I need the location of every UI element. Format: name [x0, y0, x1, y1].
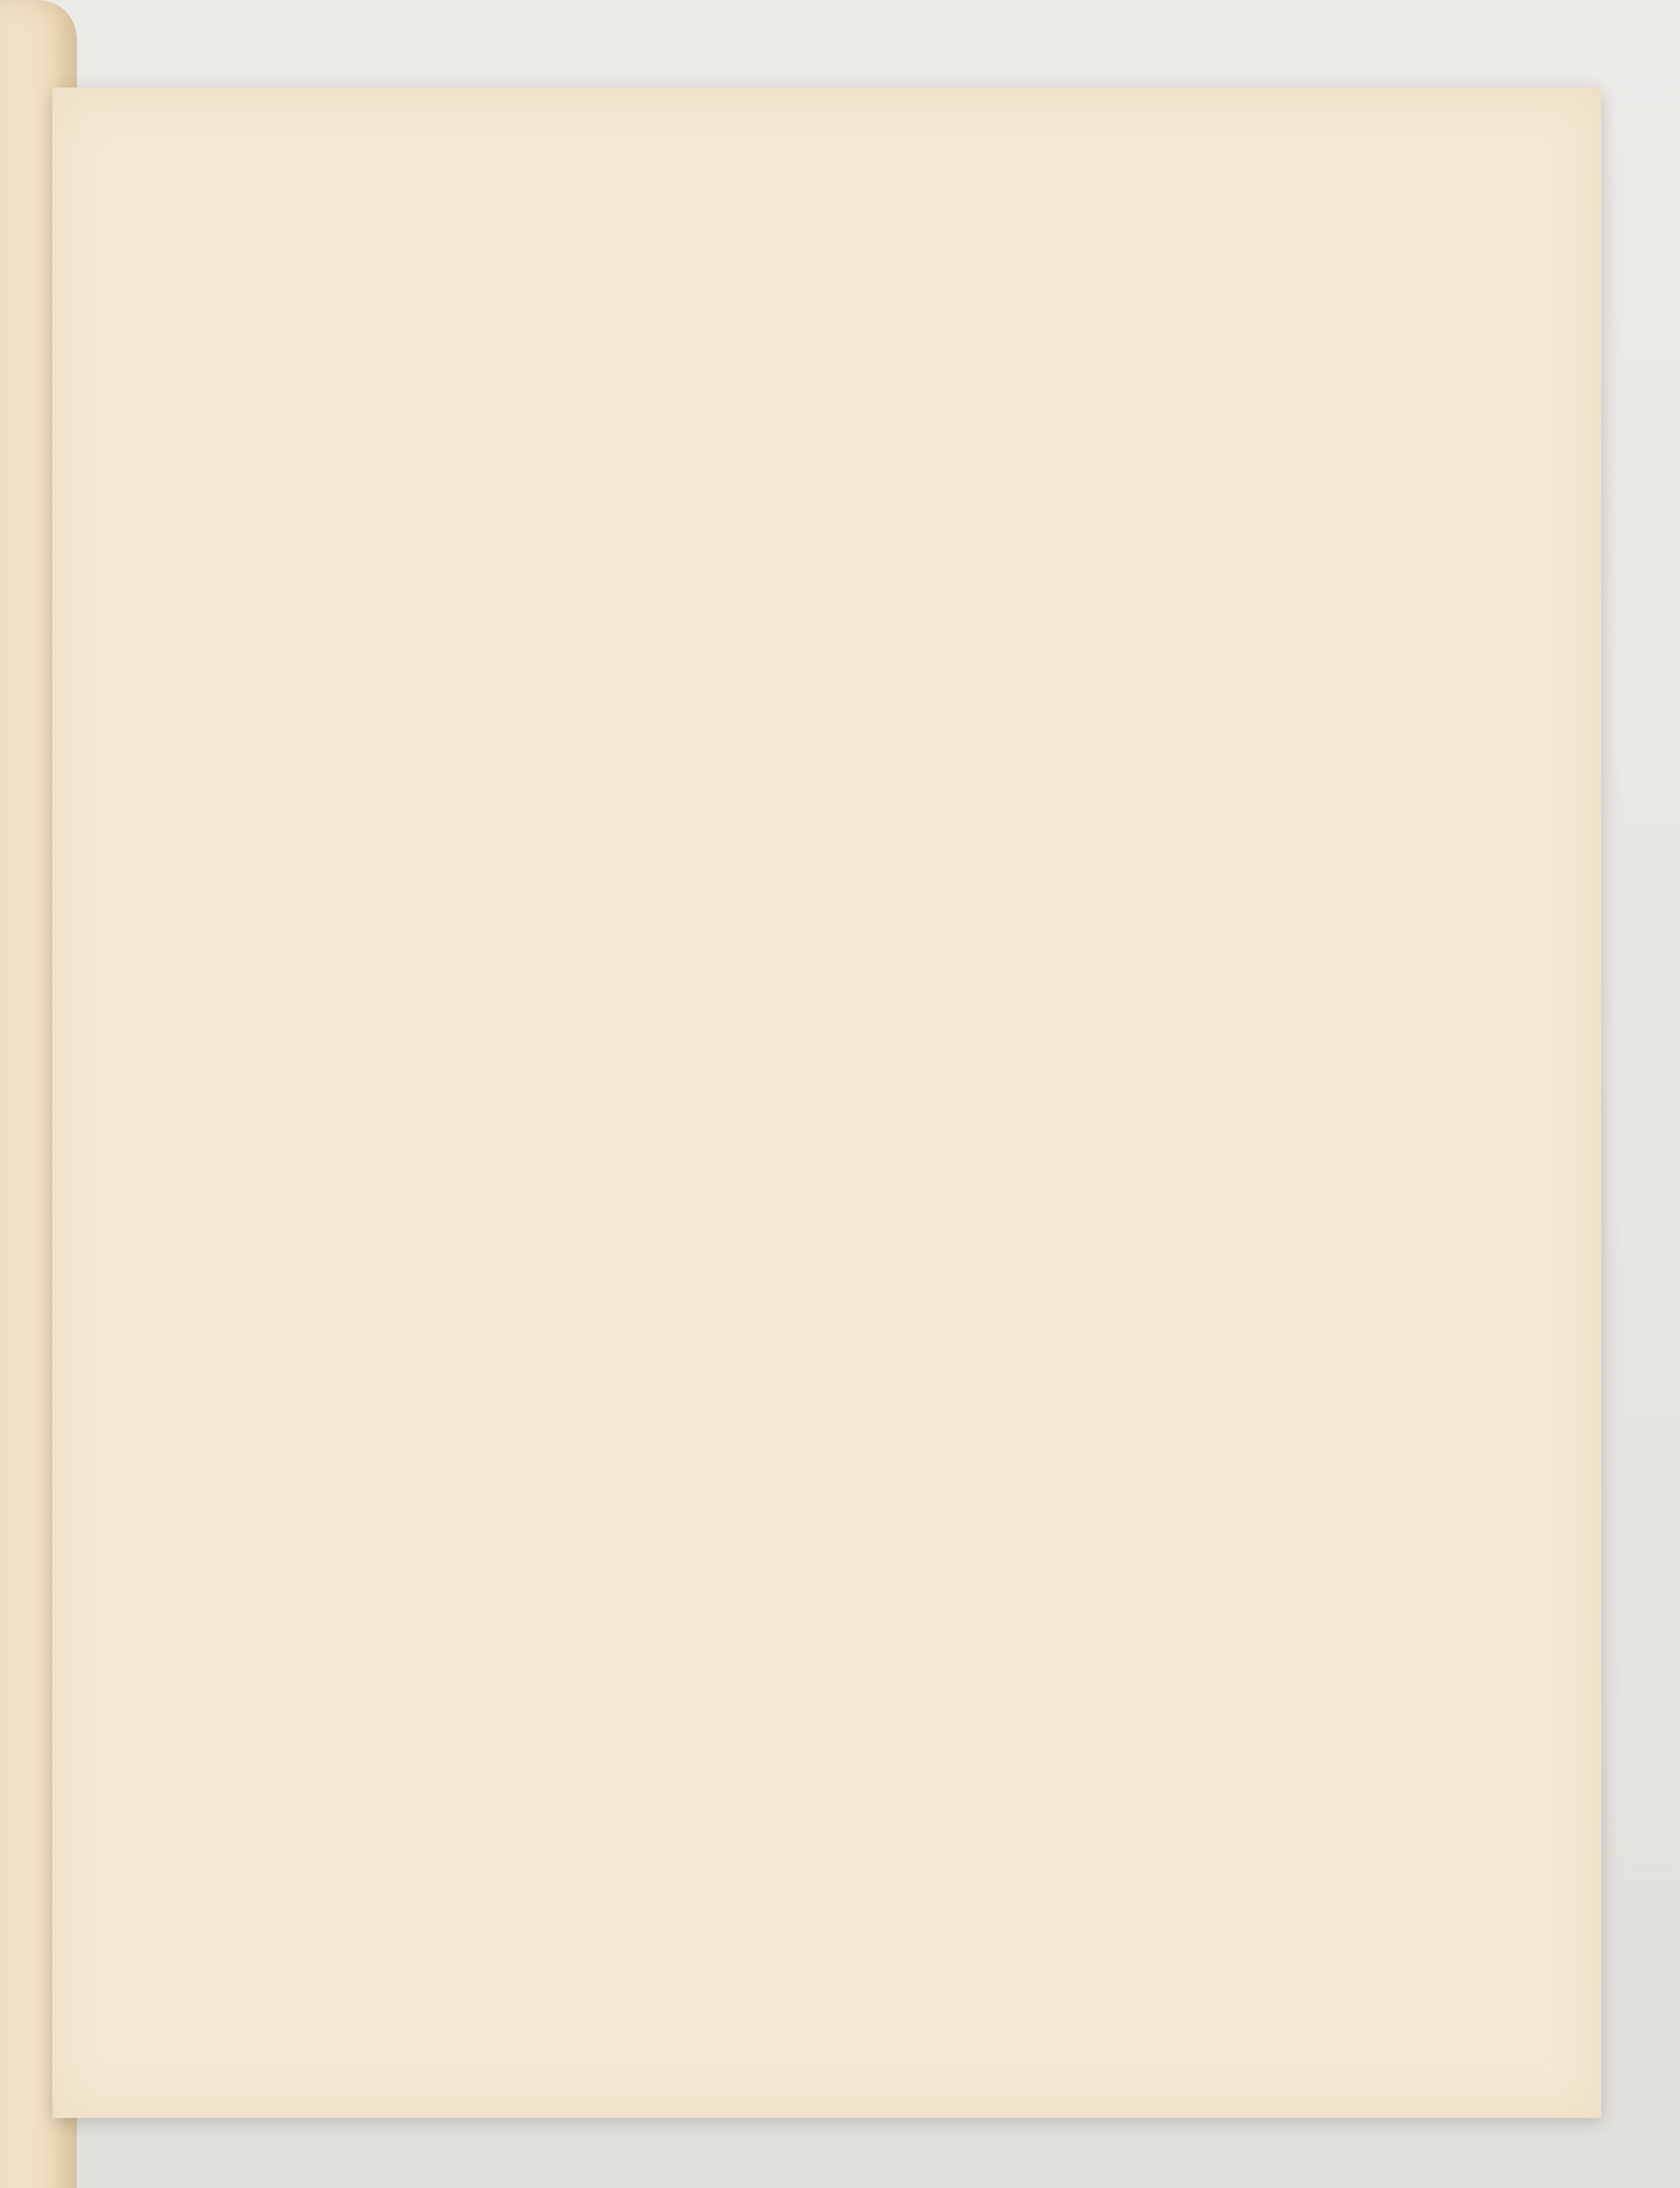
- section-separator: [761, 1468, 892, 1521]
- embroidery-border-icon: [210, 267, 1365, 731]
- drop-cap-ornament-icon: [223, 814, 424, 1041]
- book-page: [52, 88, 1601, 2118]
